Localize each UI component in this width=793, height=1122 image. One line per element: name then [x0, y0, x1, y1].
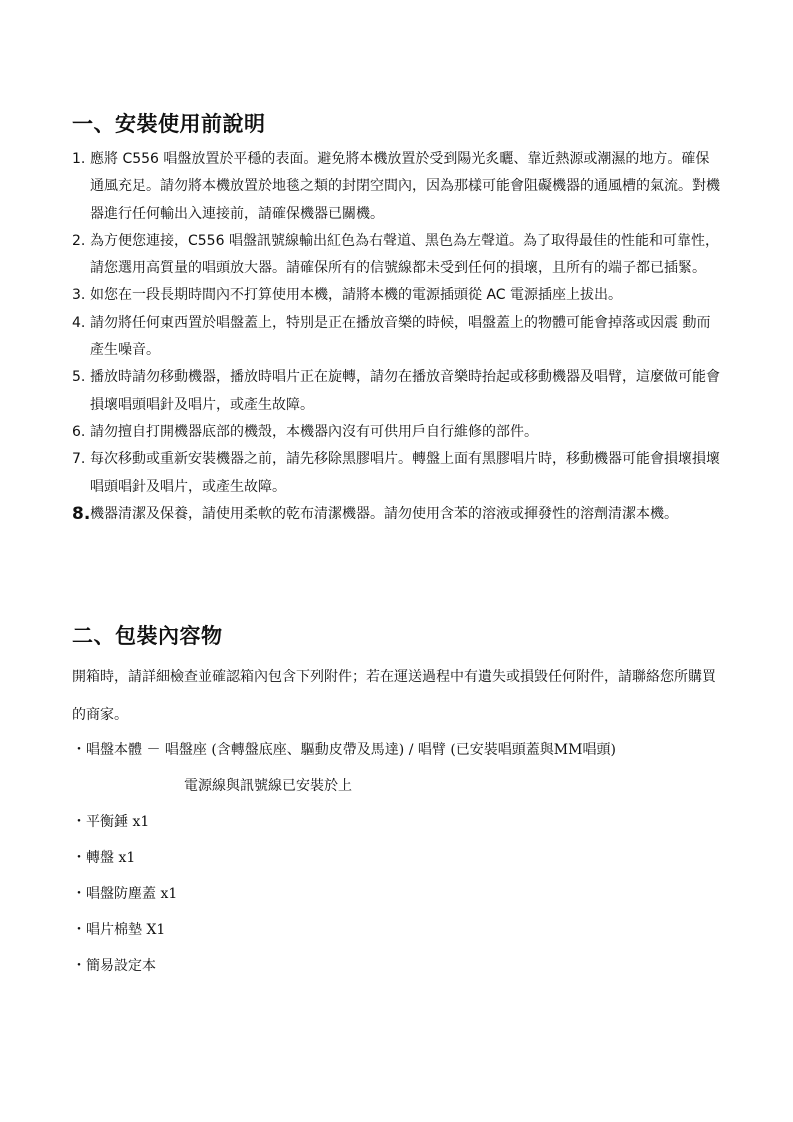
precautions-list — [72, 146, 722, 528]
item-text: 機器清潔及保養，請使用柔軟的乾布清潔機器。請勿使用含苯的溶液或揮發性的溶劑清潔本機。 — [90, 505, 678, 522]
item-text: 請勿擅自打開機器底部的機殼，本機器內沒有可供用戶自行維修的部件。 — [90, 423, 538, 440]
item-number: 6. — [72, 423, 86, 440]
list-item — [72, 282, 722, 309]
contents-intro: 開箱時，請詳細檢查並確認箱內包含下列附件；若在運送過程中有遺失或損毀任何附件，請聯絡您所購買的商家。 — [72, 669, 716, 723]
list-item: 電源線與訊號線已安裝於上 — [184, 778, 352, 794]
item-text: 每次移動或重新安裝機器之前，請先移除黑膠唱片。轉盤上面有黑膠唱片時，移動機器可能會損壞損壞唱頭唱針及唱片，或產生故障。 — [90, 451, 720, 495]
section-heading-contents: 二、包裝內容物 — [72, 624, 223, 648]
list-item — [72, 310, 722, 365]
list-item: ・唱盤防塵蓋 x1 — [72, 886, 178, 902]
item-text: 請勿將任何東西置於唱盤蓋上，特別是正在播放音樂的時候，唱盤蓋上的物體可能會掉落或因震 動而產生噪音。 — [90, 314, 711, 359]
list-item — [72, 364, 722, 419]
list-item — [72, 419, 722, 446]
list-item: ・簡易設定本 — [72, 958, 156, 974]
list-item — [72, 228, 722, 283]
list-item — [72, 146, 722, 228]
section-heading-setup: 一、安裝使用前說明 — [72, 112, 266, 136]
item-number: 7. — [72, 451, 86, 468]
item-text: 應將 C556 唱盤放置於平穩的表面。避免將本機放置於受到陽光炙曬、靠近熱源或潮濕的地方。確保通風充足。請勿將本機放置於地毯之類的封閉空間內，因為那樣可能會阻礙機器的通風槽的氣流。對機器進行任何輸出入連接前，請確保機器已關機。 — [90, 151, 720, 222]
list-item: ・平衡錘 x1 — [72, 814, 150, 830]
list-item — [72, 501, 722, 528]
item-number: 1. — [72, 151, 86, 167]
list-item: ・轉盤 x1 — [72, 850, 136, 866]
item-text: 為方便您連接，C556 唱盤訊號線輸出紅色為右聲道、黑色為左聲道。為了取得最佳的性能和可靠性，請您選用高質量的唱頭放大器。請確保所有的信號線都未受到任何的損壞，且所有的端子都已插緊。 — [90, 232, 719, 277]
package-contents-list — [72, 732, 732, 984]
list-item — [72, 446, 722, 501]
list-item: ・唱片棉墊 X1 — [72, 922, 166, 938]
item-number: 4. — [72, 314, 86, 331]
item-number: 3. — [72, 287, 86, 304]
item-number: 5. — [72, 369, 86, 386]
item-number: 8. — [72, 503, 91, 524]
item-text: 如您在一段長期時間內不打算使用本機，請將本機的電源插頭從 AC 電源插座上拔出。 — [90, 287, 623, 304]
item-text: 播放時請勿移動機器，播放時唱片正在旋轉，請勿在播放音樂時抬起或移動機器及唱臂，這麼做可能會損壞唱頭唱針及唱片，或產生故障。 — [90, 369, 720, 413]
item-number: 2. — [72, 232, 86, 249]
list-item: ・唱盤本體 － 唱盤座 (含轉盤底座、驅動皮帶及馬達) / 唱臂 (已安裝唱頭蓋與MM唱頭) — [72, 742, 616, 758]
